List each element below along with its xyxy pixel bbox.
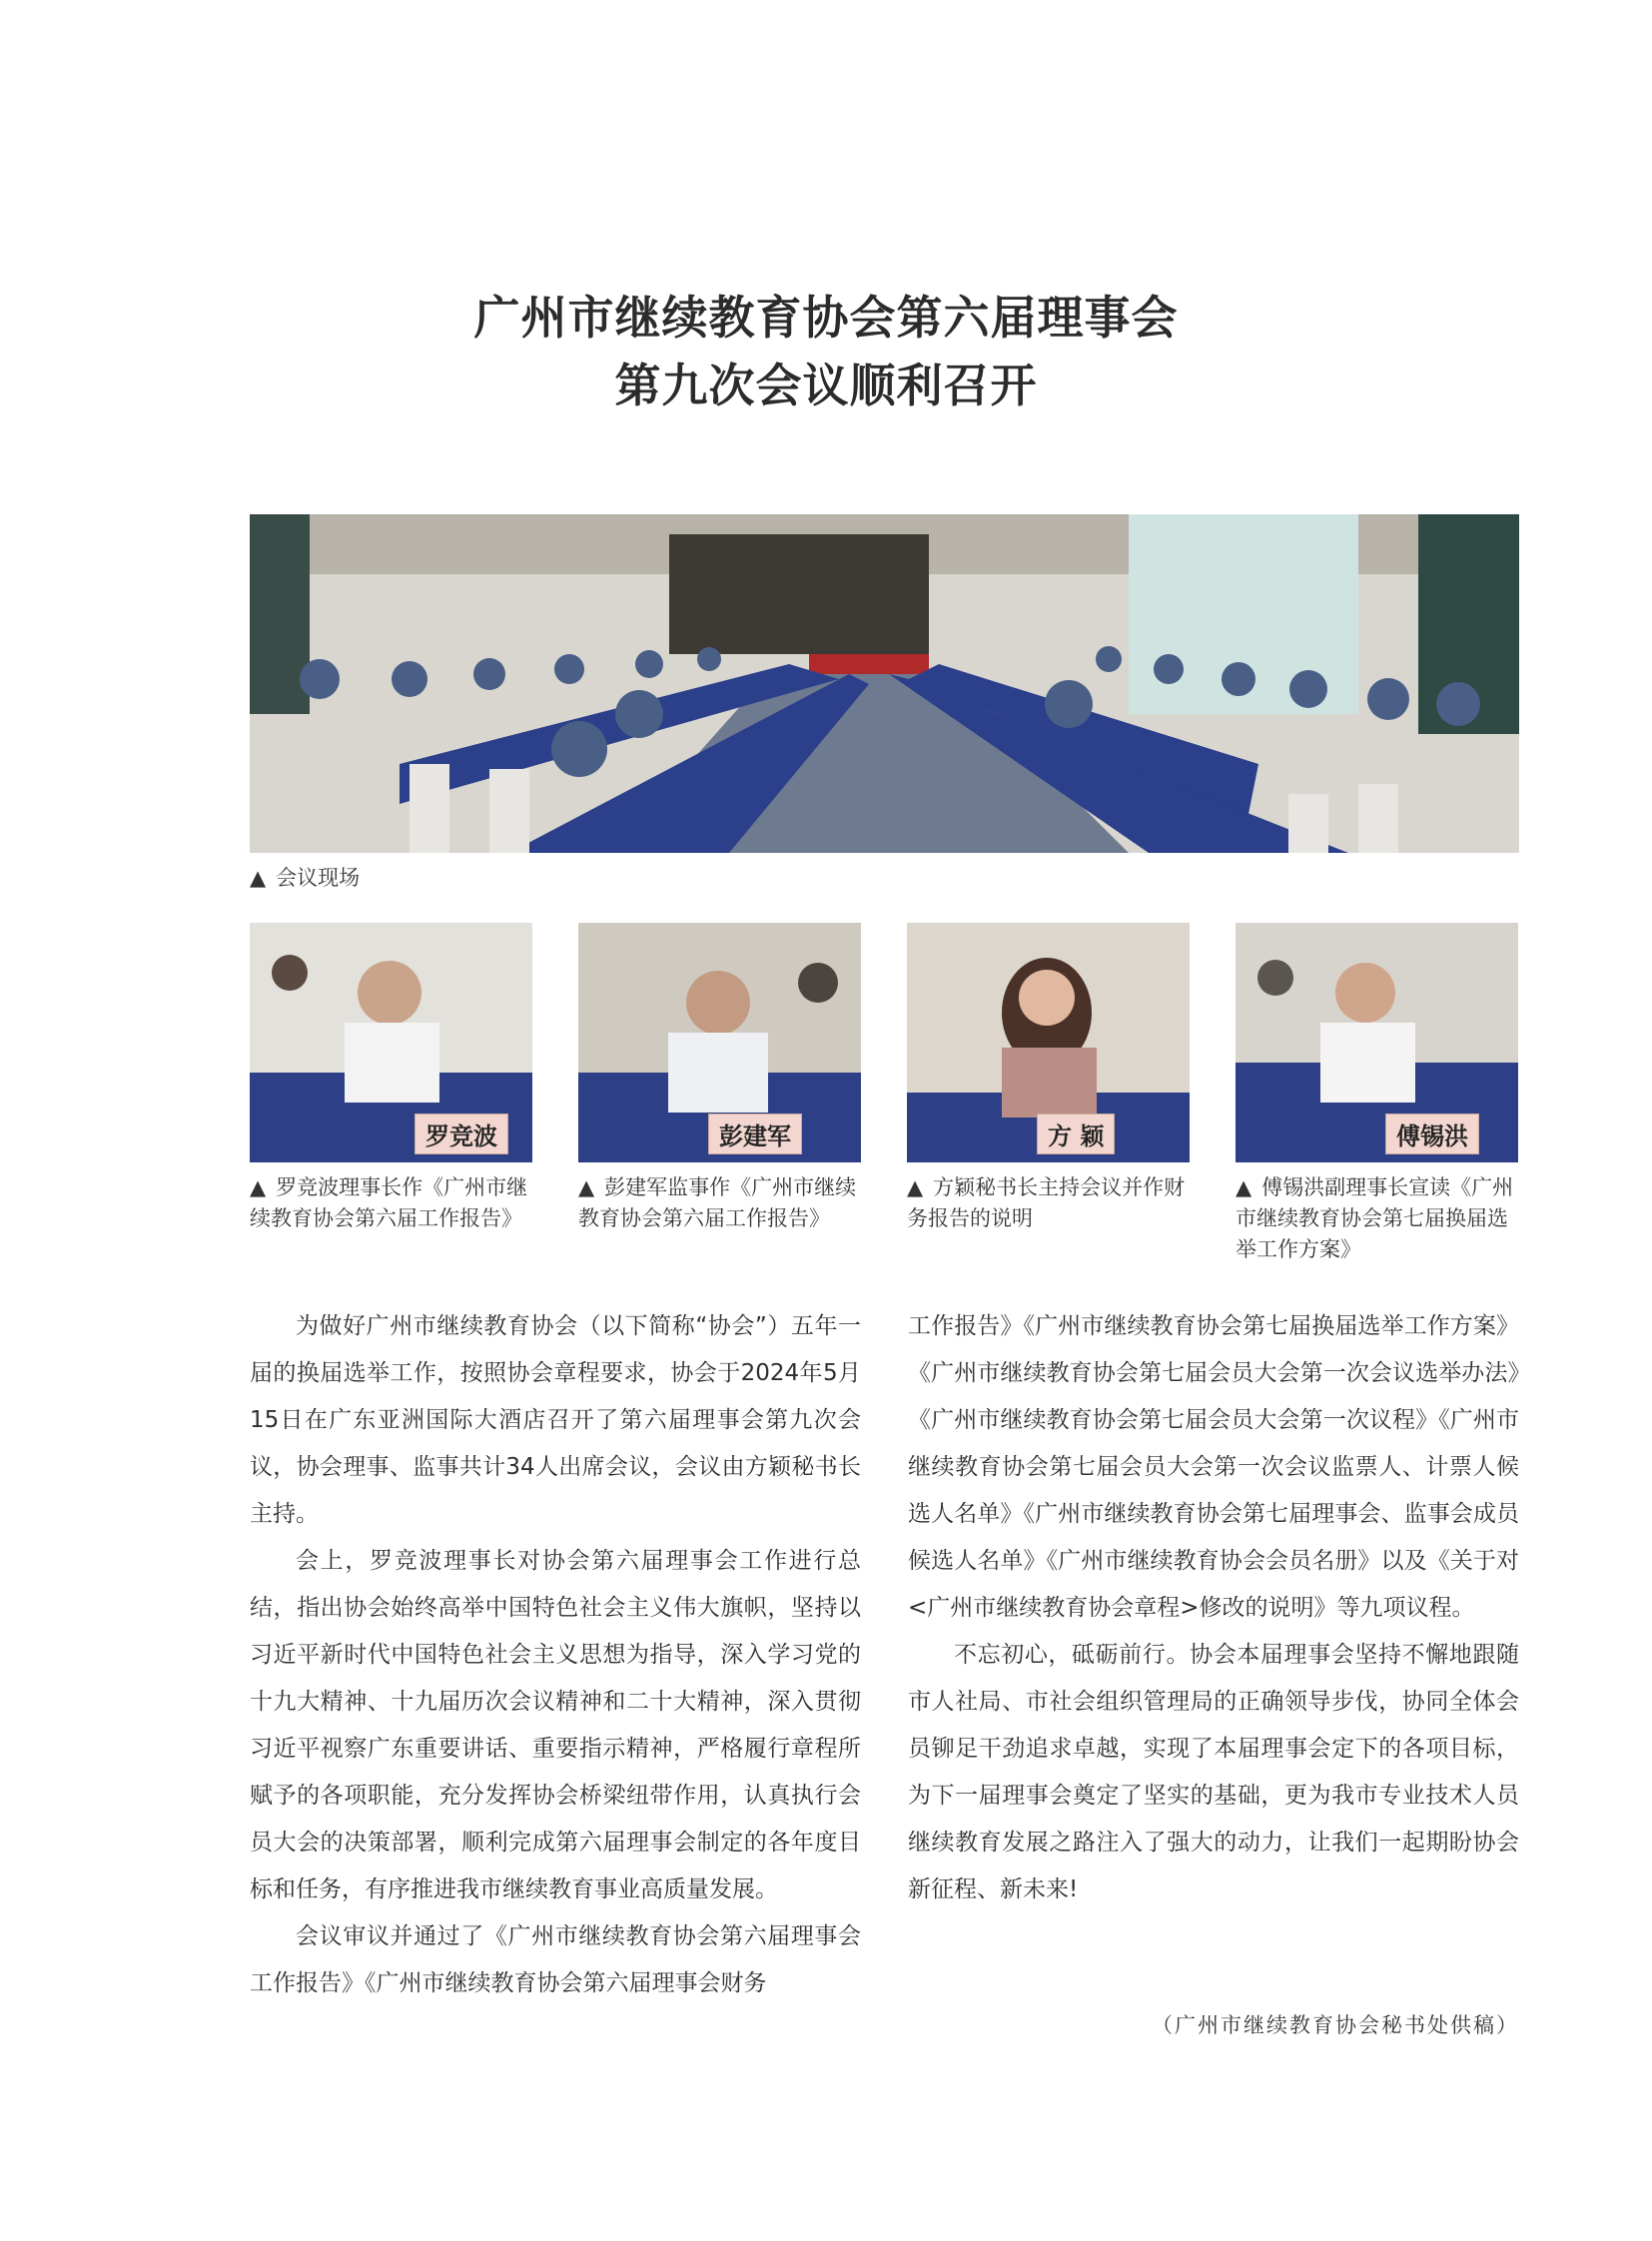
triangle-marker-icon: ▲ [250, 866, 267, 890]
speaker-photo-3 [907, 923, 1190, 1162]
body-paragraph: 会上，罗竞波理事长对协会第六届理事会工作进行总结，指出协会始终高举中国特色社会主义伟大旗帜，坚持以习近平新时代中国特色社会主义思想为指导，深入学习党的十九大精神、十九届历次会议精神和二十大精神，深入贯彻习近平视察广东重要讲话、重要指示精神，严格履行章程所赋予的各项职能，充分发挥协会桥梁纽带作用，认真执行会员大会的决策部署，顺利完成第六届理事会制定的各年度目标和任务，有序推进我市继续教育事业高质量发展。 [250, 1548, 861, 1902]
main-photo-caption [250, 863, 360, 894]
speaker-caption-1 [250, 1172, 537, 1234]
speaker-caption-text: 方颖秘书长主持会议并作财务报告的说明 [907, 1175, 1186, 1230]
speaker-photo-4 [1236, 923, 1518, 1162]
speaker-photo-2 [578, 923, 861, 1162]
speaker-caption-2 [578, 1172, 866, 1234]
body-paragraph-continuation: 工作报告》《广州市继续教育协会第七届换届选举工作方案》《广州市继续教育协会第七届会员大会第一次会议选举办法》《广州市继续教育协会第七届会员大会第一次议程》《广州市继续教育协会第七届会员大会第一次会议监票人、计票人候选人名单》《广州市继续教育协会第七届理事会、监事会成员候选人名单》《广州市继续教育协会会员名册》以及《关于对<广州市继续教育协会章程>修改的说明》等九项议程。 [908, 1313, 1519, 1621]
speaker-caption-4 [1236, 1172, 1523, 1265]
name-placard: 彭建军 [708, 1114, 802, 1154]
article-credit: （广州市继续教育协会秘书处供稿） [1152, 2013, 1519, 2037]
meeting-room-photo [250, 514, 1519, 853]
name-placard: 方 颖 [1037, 1114, 1115, 1154]
speaker-caption-text: 罗竞波理事长作《广州市继续教育协会第六届工作报告》 [250, 1175, 528, 1230]
main-photo-caption-text: 会议现场 [276, 866, 361, 890]
article-body-right-column [908, 1303, 1519, 1913]
speaker-caption-text: 傅锡洪副理事长宣读《广州市继续教育协会第七届换届选举工作方案》 [1236, 1175, 1514, 1261]
triangle-marker-icon: ▲ [578, 1175, 595, 1199]
body-paragraph: 为做好广州市继续教育协会（以下简称“协会”）五年一届的换届选举工作，按照协会章程要求，协会于2024年5月15日在广东亚洲国际大酒店召开了第六届理事会第九次会议，协会理事、监事共计34人出席会议，会议由方颖秘书长主持。 [250, 1313, 861, 1527]
triangle-marker-icon: ▲ [1236, 1175, 1252, 1199]
name-placard: 罗竞波 [414, 1114, 508, 1154]
article-title-line-1: 广州市继续教育协会第六届理事会 [473, 291, 1179, 345]
triangle-marker-icon: ▲ [907, 1175, 924, 1199]
triangle-marker-icon: ▲ [250, 1175, 267, 1199]
speaker-photo-1 [250, 923, 532, 1162]
body-paragraph: 会议审议并通过了《广州市继续教育协会第六届理事会工作报告》《广州市继续教育协会第六届理事会财务 [250, 1923, 861, 1996]
article-body-left-column [250, 1303, 861, 2007]
article-title-line-2: 第九次会议顺利召开 [614, 359, 1038, 412]
body-paragraph: 不忘初心，砥砺前行。协会本届理事会坚持不懈地跟随市人社局、市社会组织管理局的正确领导步伐，协同全体会员铆足干劲追求卓越，实现了本届理事会定下的各项目标，为下一届理事会奠定了坚实的基础，更为我市专业技术人员继续教育发展之路注入了强大的动力，让我们一起期盼协会新征程、新未来! [908, 1642, 1519, 1902]
name-placard: 傅锡洪 [1385, 1114, 1479, 1154]
speaker-caption-text: 彭建军监事作《广州市继续教育协会第六届工作报告》 [578, 1175, 857, 1230]
speaker-caption-3 [907, 1172, 1195, 1234]
